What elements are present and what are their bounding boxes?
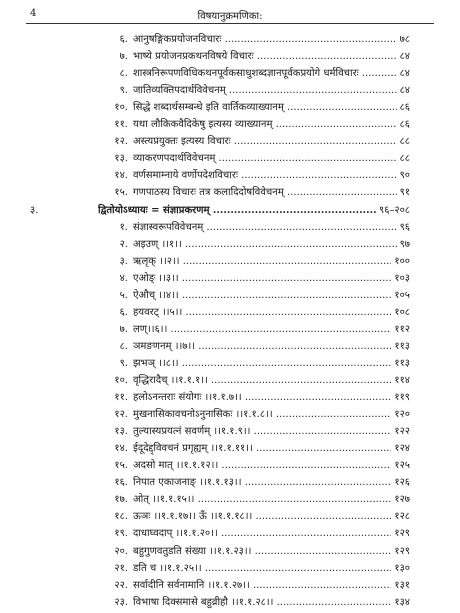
toc-entry [0,184,460,201]
toc-entry-title: ऊञः ।।१.१.१७।। ऊँ ।।१.१.१८।। ..... [133,508,408,525]
toc-entry-page: ९६–२०८ [376,202,410,219]
toc-entry-title: झभञ् ।।८।। ..... [133,355,408,372]
toc-entry-number: १८. [114,511,128,523]
toc-entry-number: १३. [114,153,128,165]
running-header-title: विषयानुक्रमणिका: [197,11,263,22]
toc-entry-title: दाधाघ्वदाप् ।।१.१.२०।। ..... [133,525,408,542]
toc-entry-page: ९० [397,167,410,184]
toc-entry [0,99,460,116]
toc-entry-title: हयवरट् ।।५।। ..... [133,304,408,321]
toc-entry-page: ८६ [397,99,410,116]
header-rule [26,23,434,24]
toc-entry-title: संज्ञास्वरूपविवेचनम् ..... [133,219,408,236]
toc-entry-title: अदसो मात् ।।१.१.१२।। ..... [133,457,408,474]
toc-entry-number: १०. [114,375,128,386]
toc-entry-number: १४. [114,170,128,182]
toc-entry [0,167,460,184]
toc-entry-title: अस्त्यप्रयुक्तः इत्यस्य विचारः ..... [133,133,408,150]
toc-entry-page: १२२ [391,423,410,440]
toc-entry [0,543,460,560]
toc-entry-title: तुल्यास्यप्रयत्नं सवर्णम् ।।१.१.९।। ..... [133,423,408,440]
toc-entry-page: ८८ [397,133,410,150]
toc-entry-number: ८. [119,68,128,80]
toc-entry-page: १२५ [391,457,410,474]
toc-entry-title: भाष्ये प्रयोजनप्रकथनविषये विचारः ..... [133,48,408,65]
toc-entry-title: आनुषङ्गिकप्रयोजनविचारः ..... [133,31,408,48]
toc-entry-number: ७. [119,323,128,335]
toc-entry-page: १२९ [391,543,410,560]
toc-entry-number: ३. [30,204,39,216]
toc-entry [0,423,460,440]
toc-entry-number: १५. [114,460,128,472]
toc-entry-number: ५. [119,289,128,301]
toc-entry-page: ९७ [397,236,410,253]
toc-entry [0,406,460,423]
toc-entry-number: १७. [114,494,128,506]
toc-chapter-heading [0,202,460,219]
toc-entry-title: जातिव्यक्तिपदार्थविवेचनम् ..... [133,82,408,99]
toc-entry-title: ओत् ।।१.१.१५।। ..... [133,491,408,508]
toc-entry-number: १६. [114,477,128,489]
toc-entry [0,338,460,355]
toc-entry-title: द्वितोयोऽध्यायः = संज्ञाप्रकरणम् ..... [98,202,408,219]
toc-entry-number: २. [119,238,128,250]
toc-entry [0,236,460,253]
toc-entry-page: १२४ [391,440,410,457]
toc-entry-page: १०५ [391,287,410,304]
toc-entry-page: १३० [391,560,410,577]
toc-entry-number: १२. [114,136,128,148]
toc-entry [0,65,460,82]
toc-entry-title: सर्वादीनि सर्वनामानि ।।१.१.२७।। ..... [133,577,408,594]
toc-entry [0,525,460,542]
toc-entry-title: डति च ।।१.१.२५।। ..... [133,560,408,577]
toc-entry-page: १०३ [391,270,410,287]
toc-entry-number: २०. [114,545,128,557]
toc-entry-title: यथा लौकिकवैदिकेषु इत्यस्य व्याख्यानम् ..... [133,116,408,133]
toc-entry-title: एओङ् ।।३।। ..... [133,270,408,287]
toc-entry-title: ञमङणनम् ।।७।। ..... [133,338,408,355]
toc-entry-page: ११३ [391,355,410,372]
toc-entry [0,372,460,389]
toc-entry-number: १९. [114,528,128,540]
toc-entry-title: ऐऔच् ।।४।। ..... [133,287,408,304]
toc-entry-number: ६. [119,34,128,45]
toc-entry-title: लण्।।६।। ..... [133,321,408,338]
toc-entry-page: १३४ [391,594,410,611]
toc-entry-title: सिद्धे शब्दार्थसम्बन्धे इति वार्तिकव्याख्यानम् ..... [133,99,408,116]
toc-entry [0,474,460,491]
toc-entry-page: ८४ [397,82,410,99]
toc-entry-number: १४. [114,443,128,455]
toc-entry [0,560,460,577]
toc-entry [0,594,460,611]
toc-entry-title: बहुगुणवतुडति संख्या ।।१.१.२३।। ..... [133,543,408,560]
toc-entry-page: ८४ [397,65,410,82]
toc-entry [0,253,460,270]
toc-entry-number: १. [119,221,128,233]
toc-entry [0,508,460,525]
toc-entry [0,116,460,133]
toc-entry-title: हलोऽनन्तराः संयोगः ।।१.१.७।। ..... [133,389,408,406]
toc-entry [0,457,460,474]
toc-entry-page: १२९ [391,525,410,542]
toc-entry-page: ११३ [391,338,410,355]
toc-entry-number: ९. [119,85,128,97]
toc-entry [0,133,460,150]
toc-entry-number: २३. [114,596,128,608]
toc-entry [0,48,460,65]
toc-entry-page: ८६ [397,116,410,133]
toc-entry [0,321,460,338]
toc-entry-title: ईदूदेद्द्विवचनं प्रगृह्यम् ।।१.१.११।। ..... [133,440,408,457]
toc-entry [0,219,460,236]
toc-entry-number: ९. [119,357,128,369]
toc-entry [0,389,460,406]
toc-entry-number: ३. [119,255,128,267]
toc-entry-title: मुखनासिकावचनोऽनुनासिकः ।।१.१.८।। ..... [133,406,408,423]
toc-entry-title: गणपाठस्य विचारः तत्र कलादिदोषविवेचनम् ..... [133,184,408,201]
toc-entry-title: अइउण् ।।१।। ..... [133,236,408,253]
toc-entry-page: १२७ [391,491,410,508]
toc-entry-page: ११२ [391,321,410,338]
toc-entry [0,150,460,167]
toc-entry-page: १०० [391,253,410,270]
toc-entry [0,304,460,321]
toc-entry [0,270,460,287]
toc-entry-page: ९६ [397,219,410,236]
toc-entry-number: ४. [119,272,128,284]
toc-entry-title: व्याकरणपदार्थविवेचनम् ..... [133,150,408,167]
page-number: 4 [30,8,37,19]
toc-entry-page: १०८ [391,304,410,321]
toc-entry [0,82,460,99]
toc-entry-number: ११. [114,392,128,404]
toc-entry-number: ११. [114,119,128,131]
toc-entry [0,31,460,48]
toc-entry [0,440,460,457]
toc-entry [0,491,460,508]
toc-entry-number: ६. [119,306,128,318]
toc-entry-page: ८४ [397,48,410,65]
toc-entry-page: ८८ [397,150,410,167]
toc-entry-title: शास्त्रनिरूपणविधिकथनपूर्वकसाधुशब्दज्ञानपूर्वकप्रयोगे धर्मविचारः ..... [133,65,408,82]
toc-entry-page: १२६ [391,474,410,491]
toc-entry-page: ११९ [391,389,410,406]
toc-entry-number: २२. [114,579,128,591]
toc-entry-title: वृद्धिरादैच् ।।१.१.१।। ..... [133,372,408,389]
toc-entry-title: निपात एकाजनाङ् ।।१.१.१३।। ..... [133,474,408,491]
toc-entry [0,577,460,594]
toc-entry-number: १२. [114,409,128,421]
toc-entry-title: वर्णसमाम्नाये वर्णोपदेशविचारः ..... [133,167,408,184]
toc-entry-number: १३. [114,426,128,438]
toc-entry-page: १३१ [391,577,410,594]
toc-entry [0,355,460,372]
toc-entry-page: ९१ [397,184,410,201]
toc-entry-page: ११४ [391,372,410,389]
toc-entry-page: १२० [391,406,410,423]
toc-entry-number: ७. [119,51,128,63]
toc-entry-page: १२८ [391,508,410,525]
toc-entry [0,287,460,304]
toc-entry-title: विभाषा दिक्समासे बहुव्रीहौ ।।१.१.२८।। ..... [133,594,408,611]
toc-entry-page: ७८ [397,31,410,48]
toc-entry-number: ८. [119,340,128,352]
toc-entry-number: २१. [114,562,128,574]
toc-entry-title: ऋलृक् ।।२।। ..... [133,253,408,270]
toc-entry-number: १५. [114,187,128,199]
toc-entry-number: १०. [114,102,128,114]
